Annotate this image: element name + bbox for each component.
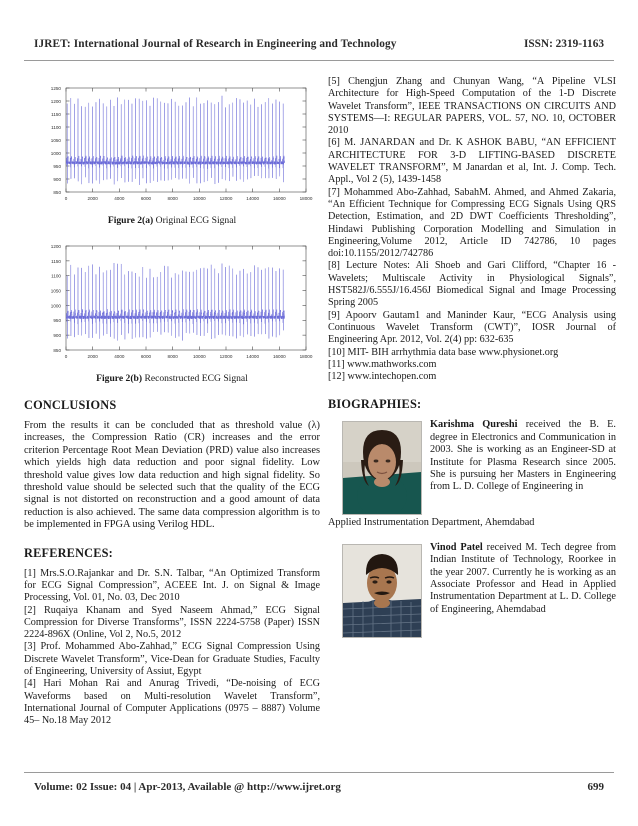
page-footer bbox=[34, 781, 604, 793]
reference-item: [11] www.mathworks.com bbox=[328, 358, 437, 370]
chart-svg bbox=[24, 238, 316, 366]
biographies-heading: BIOGRAPHIES: bbox=[328, 397, 422, 412]
chart-original-ecg bbox=[24, 80, 316, 208]
conclusions-paragraph: From the results it can be concluded that as threshold value (λ) increases, the Compression Ratio (CR) increases and the error criterion Percentage Root Mean Deviation (PRD) value also increases which yields high data reduction and poor signal fidelity. Low threshold value gives low data reduction and high signal fidelity. So threshold value should be selected such that the quality of the ECG signal is not distorted on reconstruction and a good amount of data reduction is also achieved. The same data compression algorithm is to be implemented in FPGA using Verilog HDL. bbox=[24, 420, 320, 531]
chart-svg bbox=[24, 80, 316, 208]
references-list-left bbox=[24, 568, 320, 728]
y-axis-tick-label: 1200 bbox=[50, 98, 61, 104]
y-axis-tick-label: 950 bbox=[53, 318, 61, 324]
reference-item: [3] Prof. Mohammed Abo-Zahhad,” ECG Signal Compression Using Discrete Wavelet Transform”, Vice-Dean for Graduate Studies, Faculty of Engineering, University of Assiut, Egypt bbox=[24, 641, 320, 678]
x-axis-tick-label: 14000 bbox=[246, 196, 260, 201]
y-axis-tick-label: 1000 bbox=[50, 303, 61, 309]
figure-2a-text: Original ECG Signal bbox=[153, 215, 237, 226]
x-axis-tick-label: 18000 bbox=[299, 354, 313, 359]
y-axis-tick-label: 850 bbox=[53, 347, 61, 353]
x-axis-tick-label: 6000 bbox=[140, 354, 152, 359]
x-axis-tick-label: 8000 bbox=[167, 196, 178, 201]
figure-2b-label: Figure 2(b) bbox=[96, 373, 143, 384]
references-heading: REFERENCES: bbox=[24, 545, 113, 560]
x-axis-tick-label: 2000 bbox=[87, 196, 98, 201]
footer-divider bbox=[24, 772, 614, 773]
x-axis-tick-label: 4000 bbox=[114, 196, 125, 201]
figure-2a-label: Figure 2(a) bbox=[107, 215, 154, 226]
header-divider bbox=[24, 60, 614, 61]
reference-item: [2] Ruqaiya Khanam and Syed Naseem Ahmad,” ECG Signal Compression for Diverse Transforms”, ISSN 2224-5758 (Paper) ISSN 2224-896X (Online, Vol 2, No.5, 2012 bbox=[24, 604, 320, 641]
x-axis-tick-label: 4000 bbox=[114, 354, 125, 359]
y-axis-tick-label: 900 bbox=[53, 176, 61, 182]
biography-name: Karishma Qureshi bbox=[430, 419, 518, 431]
y-axis-tick-label: 850 bbox=[53, 189, 61, 195]
figure-2b-text: Reconstructed ECG Signal bbox=[142, 373, 248, 384]
biography-entry bbox=[328, 419, 616, 529]
biography-entry bbox=[328, 542, 616, 640]
footer-volume-info: Volume: 02 Issue: 04 | Apr-2013, Available @ http://www.ijret.org bbox=[34, 781, 341, 793]
footer-page-number: 699 bbox=[587, 781, 604, 793]
reference-item: [6] M. JANARDAN and Dr. K ASHOK BABU, “AN EFFICIENT ARCHITECTURE FOR 3-D LIFTING-BASED DISCRETE WAVELET TRANSFORM”, M Janardan et al, Int. J. Comp. Tech. Appl., Vol 2 (5), 1439-1458 bbox=[328, 137, 616, 186]
reference-item: [12] www.intechopen.com bbox=[328, 371, 437, 383]
reference-item: [4] Hari Mohan Rai and Anurag Trivedi, “De-noising of ECG Waveforms based on Multi-resolution Wavelet Transform”, International Journal of Computer Applications (0975 – 8887) Volume 45– No.18 May 2012 bbox=[24, 678, 320, 727]
reference-item: [7] Mohammed Abo-Zahhad, SabahM. Ahmed, and Ahmed Zakaria, “An Efficient Technique for Compressing ECG Signals Using QRS Detection, Estimation, and 2D DWT Coefficients Thresholding”, Hindawi Publishing Corporation Modelling and Simulation in Engineering,Volume 2012, Article ID 742786, 10 pages doi:10.1155/2012/742786 bbox=[328, 186, 616, 260]
y-axis-tick-label: 1100 bbox=[51, 124, 61, 130]
biography-body: received M. Tech degree from Indian Institute of Technology, Roorkee in the year 2007. Currently he is working as an Associate Professor and Head in Applied Instrumentation Department at L. D. College of Engineering, Ahemdabad bbox=[430, 541, 616, 615]
x-axis-tick-label: 12000 bbox=[219, 354, 233, 359]
y-axis-tick-label: 1000 bbox=[50, 150, 61, 156]
reference-item: [1] Mrs.S.O.Rajankar and Dr. S.N. Talbar, “An Optimized Transform for ECG Signal Compression”, ACEEE Int. J. on Signal & Image Processing, Vol. 01, No. 03, Dec 2010 bbox=[24, 567, 320, 604]
portrait-karishma-qureshi bbox=[342, 421, 422, 515]
x-axis-tick-label: 8000 bbox=[167, 354, 178, 359]
x-axis-tick-label: 0 bbox=[64, 354, 68, 359]
x-axis-tick-label: 2000 bbox=[87, 354, 98, 359]
chart-reconstructed-ecg bbox=[24, 238, 316, 366]
reference-item: [10] MIT- BIH arrhythmia data base www.physionet.org bbox=[328, 346, 559, 358]
x-axis-tick-label: 10000 bbox=[192, 196, 206, 201]
figure-2b-caption bbox=[24, 373, 320, 384]
figure-2b-block bbox=[24, 238, 320, 384]
conclusions-heading: CONCLUSIONS bbox=[24, 398, 117, 412]
y-axis-tick-label: 1200 bbox=[50, 243, 61, 249]
y-axis-tick-label: 1050 bbox=[50, 137, 61, 143]
portrait-vinod-patel bbox=[342, 544, 422, 638]
x-axis-tick-label: 16000 bbox=[272, 354, 286, 359]
y-axis-tick-label: 1250 bbox=[50, 85, 61, 91]
page-header bbox=[34, 38, 604, 50]
x-axis-tick-label: 14000 bbox=[246, 354, 260, 359]
figure-2a-block bbox=[24, 80, 320, 226]
x-axis-tick-label: 16000 bbox=[272, 196, 286, 201]
right-column bbox=[328, 76, 616, 640]
figure-2a-caption bbox=[24, 215, 320, 226]
references-list-right bbox=[328, 76, 616, 383]
biography-body: received the B. E. degree in Electronics and Communication in 2003. She is working as an Engineer-SD at Institute for Plasma Research since 2005. She is pursuing her Masters in Engineering from L. D. College of Engineering in bbox=[430, 419, 616, 493]
y-axis-tick-label: 1150 bbox=[51, 111, 61, 117]
journal-issn: ISSN: 2319-1163 bbox=[523, 38, 604, 50]
x-axis-tick-label: 18000 bbox=[299, 196, 313, 201]
x-axis-tick-label: 0 bbox=[64, 196, 68, 201]
x-axis-tick-label: 6000 bbox=[140, 196, 152, 201]
reference-item: [9] Apoorv Gautam1 and Maninder Kaur, “ECG Analysis using Continuous Wavelet Transform (CWT)”, IOSR Journal of Engineering Apr. 2012, Vol. 2(4) pp: 632-635 bbox=[328, 309, 616, 346]
y-axis-tick-label: 1050 bbox=[50, 288, 61, 294]
y-axis-tick-label: 900 bbox=[53, 333, 61, 339]
y-axis-tick-label: 950 bbox=[53, 163, 61, 169]
y-axis-tick-label: 1100 bbox=[51, 273, 61, 279]
reference-item: [8] Lecture Notes: Ali Shoeb and Gari Clifford, “Chapter 16 - Wavelets; Multiscale Activity in Physiological Signals”, HST582J/6.555J/16.456J Biomedical Signal and Image Processing Spring 2005 bbox=[328, 260, 616, 309]
y-axis-tick-label: 1150 bbox=[51, 258, 61, 264]
x-axis-tick-label: 10000 bbox=[192, 354, 206, 359]
left-column bbox=[24, 76, 320, 728]
x-axis-tick-label: 12000 bbox=[219, 196, 233, 201]
biography-tail: Applied Instrumentation Department, Ahemdabad bbox=[328, 517, 535, 529]
biography-name: Vinod Patel bbox=[430, 541, 483, 553]
reference-item: [5] Chengjun Zhang and Chunyan Wang, “A Pipeline VLSI Architecture for High-Speed Computation of the 1-D Discrete Wavelet Transform”, IEEE TRANSACTIONS ON CIRCUITS AND SYSTEMS—I: REGULAR PAPERS, VOL. 57, NO. 10, OCTOBER 2010 bbox=[328, 76, 616, 137]
journal-title: IJRET: International Journal of Research in Engineering and Technology bbox=[34, 38, 397, 50]
